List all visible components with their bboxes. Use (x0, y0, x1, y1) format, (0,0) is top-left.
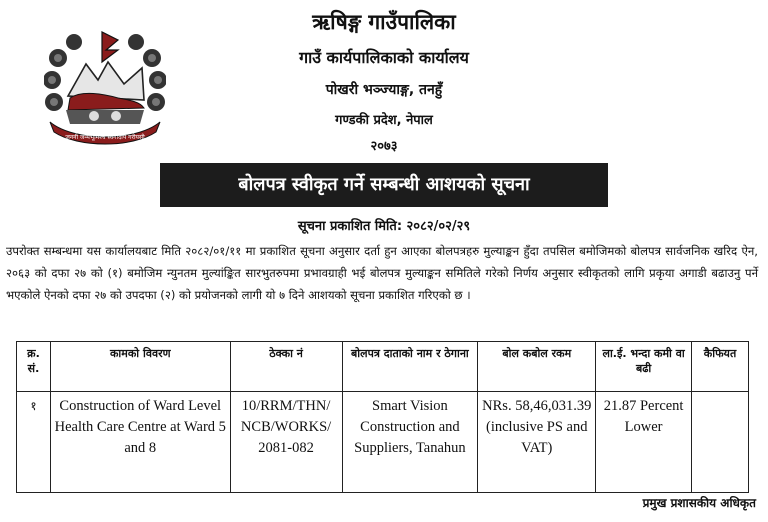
table-row (17, 392, 749, 493)
cell-contract-number: 10/RRM/THN/ NCB/WORKS/ 2081-082 (230, 392, 342, 493)
municipality-name: ऋषिङ्ग गाउँपालिका (312, 10, 456, 34)
header-bidder: बोलपत्र दाताको नाम र ठेगाना (342, 342, 478, 392)
notice-title: बोलपत्र स्वीकृत गर्ने सम्बन्धी आशयको सूचना (160, 163, 608, 207)
header-estimate-difference: ला.ई. भन्दा कमी वा बढी (596, 342, 692, 392)
province-name: गण्डकी प्रदेश, नेपाल (335, 113, 433, 128)
notice-body: उपरोक्त सम्बन्धमा यस कार्यालयबाट मिति २०८२/०१/११ मा प्रकाशित सूचना अनुसार दर्ता हुन आएका बोलपत्रहरु मुल्याङ्कन हुँदा तपसिल बमोजिमको बोलपत्र सार्वजनिक खरिद ऐन, २०६३ को दफा २७ को (१) बमोजिम न्युनतम मुल्यांङ्कित सारभुतरुपमा प्रभावग्राही भई बोलपत्र मुल्याङ्कन समितिले गरेको निर्णय अनुसार स्वीकृतको लागि प्रकृया अगाडी बढाउनु पर्ने भएकोले ऐनको दफा २७ को उपदफा (२) को प्रयोजनको लागी यो ७ दिने आशयको सूचना प्रकाशित गरिएको छ । (6, 244, 759, 302)
header-contract-number: ठेक्का नं (230, 342, 342, 392)
emblem-motto: जननी जन्मभूमिश्च स्वर्गादपि गरीयसी (65, 134, 145, 141)
cell-estimate-difference: 21.87 Percent Lower (596, 392, 692, 493)
bid-table (16, 341, 749, 493)
header-work-description: कामको विवरण (50, 342, 230, 392)
cell-remarks (692, 392, 749, 493)
published-date: सूचना प्रकाशित मिति: २०८२/०२/२९ (297, 219, 471, 234)
table-header-row (17, 342, 749, 392)
office-location: पोखरी भञ्ज्याङ्ग, तनहुँ (325, 82, 443, 98)
cell-serial: १ (17, 392, 51, 493)
signatory-title: प्रमुख प्रशासकीय अधिकृत (642, 496, 756, 510)
header-remarks: कैफियत (692, 342, 749, 392)
office-name: गाउँ कार्यपालिकाको कार्यालय (299, 48, 469, 67)
cell-bidder: Smart Vision Construction and Suppliers, Tanahun (342, 392, 478, 493)
cell-bid-amount: NRs. 58,46,031.39 (inclusive PS and VAT) (478, 392, 596, 493)
established-year: २०७३ (370, 139, 398, 154)
header-bid-amount: बोल कबोल रकम (478, 342, 596, 392)
header-serial: क्र. सं. (17, 342, 51, 392)
cell-work-description: Construction of Ward Level Health Care Centre at Ward 5 and 8 (50, 392, 230, 493)
